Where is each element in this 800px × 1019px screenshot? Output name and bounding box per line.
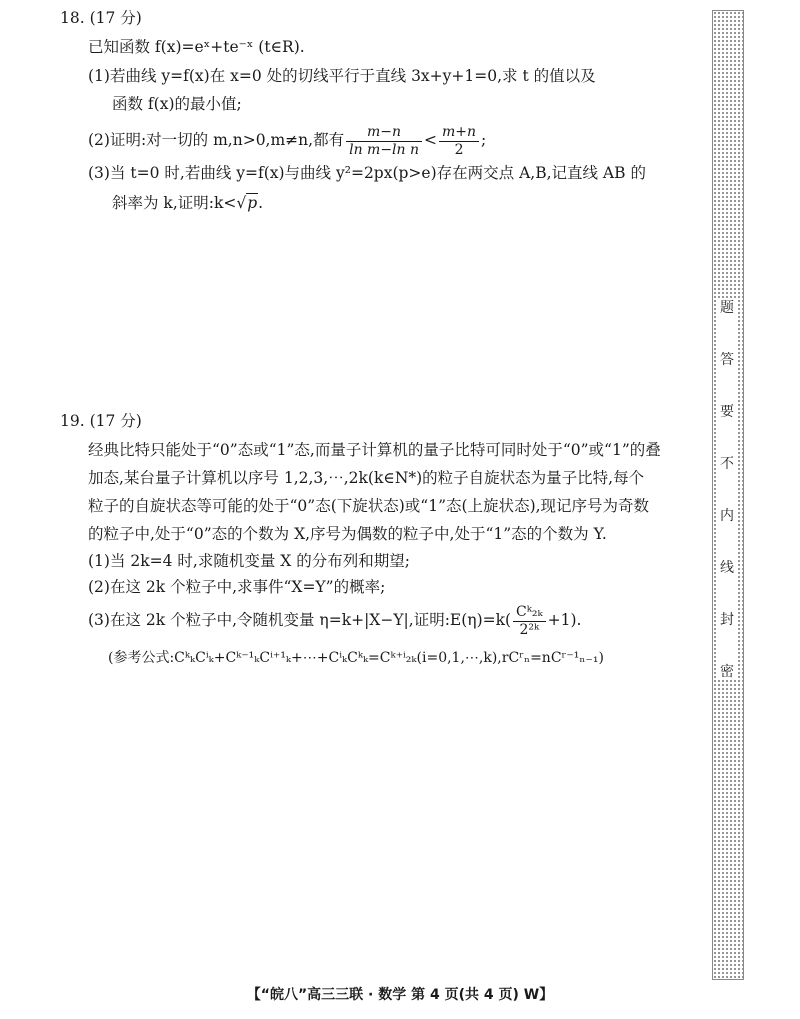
q19-para-line2: 加态,某台量子计算机以序号 1,2,3,⋯,2k(k∈N*)的粒子自旋状态为量子比特,每个 <box>88 469 645 487</box>
q19-part3-prefix: (3)在这 2k 个粒子中,令随机变量 η=k+|X−Y|,证明:E(η)=k( <box>88 611 512 629</box>
q18-part3-end: . <box>258 194 264 212</box>
q19-para-line3: 粒子的自旋状态等可能的处于“0”态(下旋状态)或“1”态(上旋状态),现记序号为奇数 <box>88 497 650 515</box>
q19-header: 19. (17 分) <box>60 412 142 430</box>
binding-warning-label <box>716 300 738 680</box>
q18-part2-fraction-left <box>346 124 422 159</box>
q18-intro: 已知函数 f(x)=eˣ+te⁻ˣ (t∈R). <box>88 38 305 56</box>
sqrt-radicand: p <box>247 194 258 212</box>
q18-part1-line1: (1)若曲线 y=f(x)在 x=0 处的切线平行于直线 3x+y+1=0,求 t 的值以及 <box>88 67 596 85</box>
q19-para-line1: 经典比特只能处于“0”态或“1”态,而量子计算机的量子比特可同时处于“0”或“1”的叠 <box>88 441 661 459</box>
q19-reference-formula: (参考公式:CᵏₖCⁱₖ+Cᵏ⁻¹ₖCⁱ⁺¹ₖ+⋯+CⁱₖCᵏₖ=Cᵏ⁺ⁱ₂ₖ(i=0,1,⋯,k),rCʳₙ=nCʳ⁻¹ₙ₋₁) <box>108 650 604 666</box>
fraction-numerator: m+n <box>439 124 479 142</box>
q19-part3 <box>88 600 581 640</box>
warning-char: 要 <box>720 404 734 420</box>
warning-char: 线 <box>720 560 734 576</box>
page-footer: 【“皖八”高三三联 · 数学 第 4 页(共 4 页) W】 <box>246 987 554 1003</box>
fraction-numerator: m−n <box>346 124 422 142</box>
q18-part3-line2 <box>112 193 263 213</box>
q18-part1-line2: 函数 f(x)的最小值; <box>112 95 242 113</box>
q19-part3-fraction <box>513 604 546 639</box>
warning-char: 密 <box>720 664 734 680</box>
q18-part3-prefix: 斜率为 k,证明:k<√ <box>112 194 247 212</box>
q18-part2-fraction-right <box>439 124 479 159</box>
fraction-denominator: 2 <box>454 141 464 158</box>
fraction-numerator: Cᵏ₂ₖ <box>513 604 546 622</box>
q18-part2-prefix: (2)证明:对一切的 m,n>0,m≠n,都有 <box>88 131 345 149</box>
warning-char: 题 <box>720 300 734 316</box>
fraction-denominator: 2²ᵏ <box>519 621 540 638</box>
warning-char: 封 <box>720 612 734 628</box>
warning-char: 内 <box>720 508 734 524</box>
q18-header: 18. (17 分) <box>60 9 142 27</box>
q19-para-line4: 的粒子中,处于“0”态的个数为 X,序号为偶数的粒子中,处于“1”态的个数为 Y. <box>88 525 607 543</box>
less-than-sign: < <box>424 131 438 149</box>
q19-part2: (2)在这 2k 个粒子中,求事件“X=Y”的概率; <box>88 578 386 596</box>
q18-part3-line1: (3)当 t=0 时,若曲线 y=f(x)与曲线 y²=2px(p>e)存在两交点 A,B,记直线 AB 的 <box>88 164 646 182</box>
q18-part2-end: ; <box>481 131 487 149</box>
q19-part3-end: +1). <box>547 611 582 629</box>
q18-part2 <box>88 120 486 160</box>
q19-part1: (1)当 2k=4 时,求随机变量 X 的分布列和期望; <box>88 552 410 570</box>
fraction-denominator: ln m−ln n <box>349 141 420 158</box>
warning-char: 答 <box>720 352 734 368</box>
warning-char: 不 <box>720 456 734 472</box>
